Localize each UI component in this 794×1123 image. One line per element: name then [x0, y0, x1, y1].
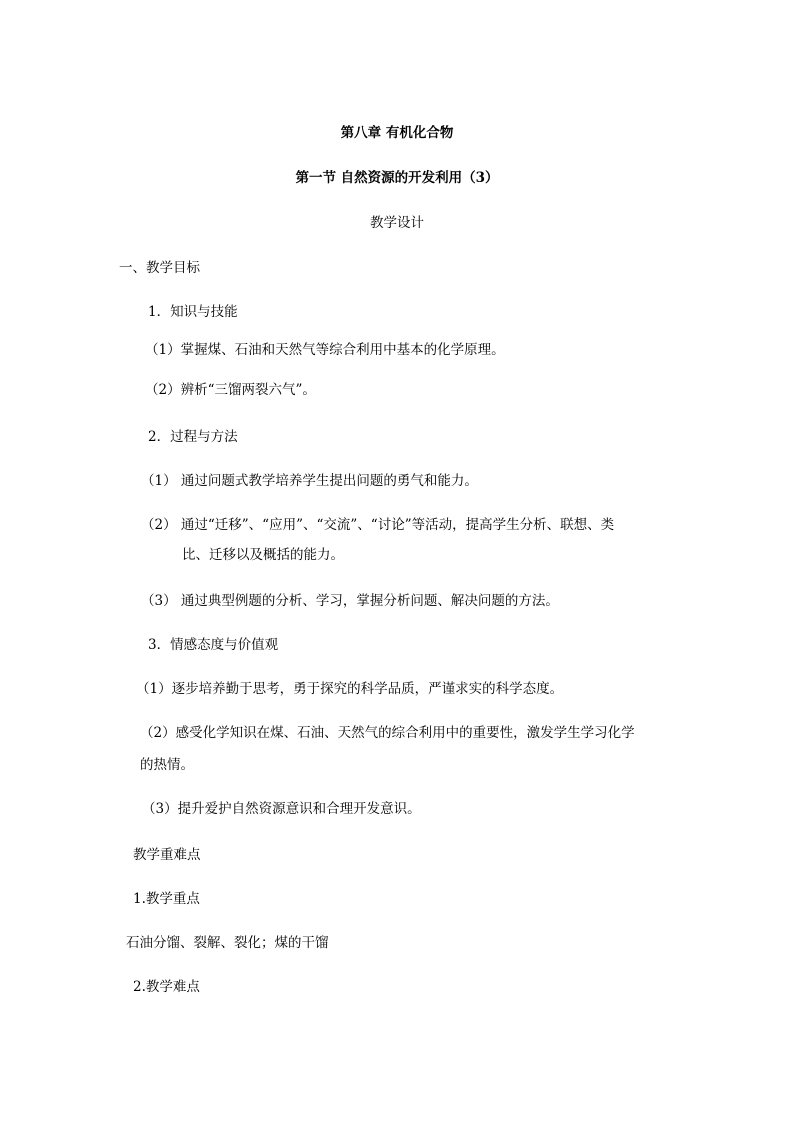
paragraph: （1）逐步培养勤于思考，勇于探究的科学品质，严谨求实的科学态度。 — [136, 681, 564, 697]
document-type: 教学设计 — [370, 215, 424, 231]
heading-teaching-objectives: 一、教学目标 — [119, 260, 200, 276]
paragraph: （2） 通过“迁移”、“应用”、“交流”、“讨论”等活动，提高学生分析、联想、类 — [141, 517, 615, 533]
subheading-knowledge-skills: 1．知识与技能 — [148, 304, 238, 320]
paragraph: 石油分馏、裂解、裂化；煤的干馏 — [126, 935, 329, 951]
subheading-key-points: 1.教学重点 — [133, 891, 200, 907]
subheading-difficult-points: 2.教学难点 — [133, 979, 200, 995]
subheading-emotions-values: 3．情感态度与价值观 — [148, 637, 279, 653]
paragraph: （2）辨析“三馏两裂六气”。 — [145, 382, 316, 398]
chapter-title: 第八章 有机化合物 — [340, 125, 454, 141]
paragraph: （3）提升爱护自然资源意识和合理开发意识。 — [142, 801, 421, 817]
subheading-process-methods: 2．过程与方法 — [148, 429, 238, 445]
section-title: 第一节 自然资源的开发利用（3） — [295, 170, 499, 186]
paragraph: （3） 通过典型例题的分析、学习，掌握分析问题、解决问题的方法。 — [141, 593, 559, 609]
paragraph: （2）感受化学知识在煤、石油、天然气的综合利用中的重要性，激发学生学习化学 — [140, 725, 635, 741]
paragraph: （1）掌握煤、石油和天然气等综合利用中基本的化学原理。 — [145, 342, 505, 358]
paragraph-continuation: 的热情。 — [140, 757, 194, 773]
paragraph: （1） 通过问题式教学培养学生提出问题的勇气和能力。 — [141, 473, 478, 489]
heading-key-difficult-points: 教学重难点 — [133, 847, 201, 863]
paragraph-continuation: 比、迁移以及概括的能力。 — [182, 547, 344, 563]
